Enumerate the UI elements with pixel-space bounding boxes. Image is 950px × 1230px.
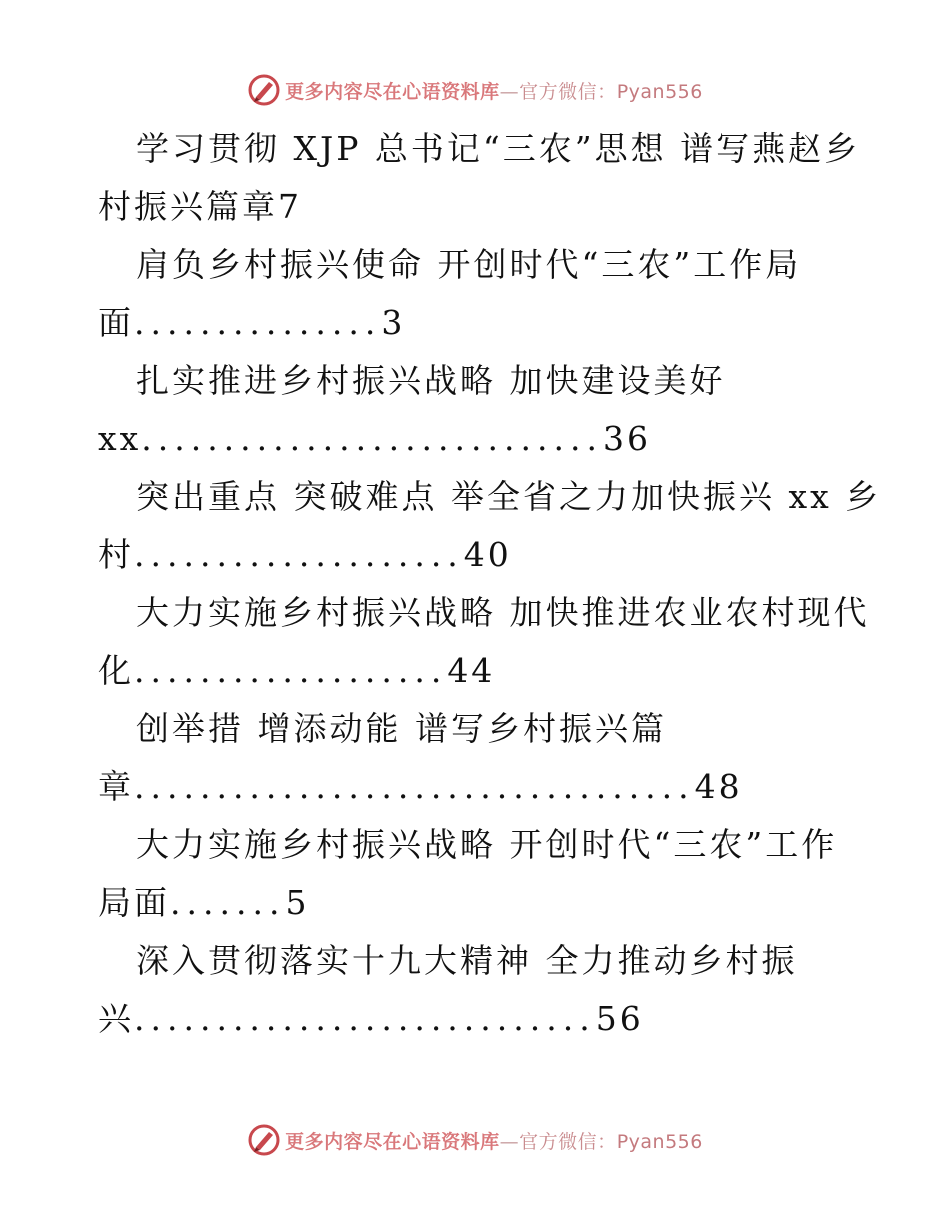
toc-entry-continuation: 局面.......5 bbox=[98, 883, 310, 922]
banner-text: 更多内容尽在心语资料库—官方微信：Pyan556 bbox=[285, 80, 703, 103]
toc-page-number: 7 bbox=[278, 187, 302, 226]
toc-entry[interactable] bbox=[98, 932, 858, 1048]
toc-page-number: 36 bbox=[602, 419, 651, 458]
toc-page-number: 5 bbox=[285, 883, 310, 922]
toc-entry-continuation: xx............................36 bbox=[98, 419, 651, 458]
toc-entry[interactable] bbox=[98, 816, 858, 932]
toc-entry-title: 扎实推进乡村振兴战略 加快建设美好 bbox=[136, 361, 726, 400]
toc-entry-title: 突出重点 突破难点 举全省之力加快振兴 xx 乡 bbox=[136, 477, 882, 516]
table-of-contents bbox=[98, 120, 882, 1048]
banner-text: 更多内容尽在心语资料库—官方微信：Pyan556 bbox=[285, 1130, 703, 1153]
toc-entry-title: 创举措 增添动能 谱写乡村振兴篇 bbox=[136, 709, 667, 748]
toc-page-number: 56 bbox=[595, 999, 644, 1038]
toc-entry-title: 大力实施乡村振兴战略 加快推进农业农村现代 bbox=[136, 593, 870, 632]
toc-entry[interactable] bbox=[98, 700, 858, 816]
toc-page-number: 44 bbox=[447, 651, 496, 690]
toc-entry-continuation: 村....................40 bbox=[98, 535, 512, 574]
toc-entry-continuation: 化...................44 bbox=[98, 651, 496, 690]
toc-entry[interactable] bbox=[98, 584, 870, 700]
toc-entry-title: 学习贯彻 XJP 总书记“三农”思想 谱写燕赵乡 bbox=[136, 129, 861, 168]
toc-entry[interactable] bbox=[98, 120, 861, 236]
toc-page-number: 3 bbox=[381, 303, 406, 342]
toc-page-number: 40 bbox=[463, 535, 512, 574]
pen-seal-icon bbox=[247, 1123, 281, 1157]
toc-entry[interactable] bbox=[98, 468, 882, 584]
toc-entry-continuation: 兴............................56 bbox=[98, 999, 644, 1038]
footer-watermark-banner bbox=[0, 1120, 950, 1160]
toc-entry[interactable] bbox=[98, 352, 858, 468]
toc-entry-title: 深入贯彻落实十九大精神 全力推动乡村振 bbox=[136, 941, 798, 980]
toc-page-number: 48 bbox=[694, 767, 743, 806]
toc-entry-continuation: 村振兴篇章7 bbox=[98, 187, 302, 226]
toc-entry-title: 肩负乡村振兴使命 开创时代“三农”工作局 bbox=[136, 245, 802, 284]
toc-entry-continuation: 面...............3 bbox=[98, 303, 406, 342]
toc-entry-title: 大力实施乡村振兴战略 开创时代“三农”工作 bbox=[136, 825, 838, 864]
toc-entry[interactable] bbox=[98, 236, 858, 352]
pen-seal-icon bbox=[247, 73, 281, 107]
header-watermark-banner bbox=[0, 70, 950, 110]
toc-entry-continuation: 章..................................48 bbox=[98, 767, 743, 806]
